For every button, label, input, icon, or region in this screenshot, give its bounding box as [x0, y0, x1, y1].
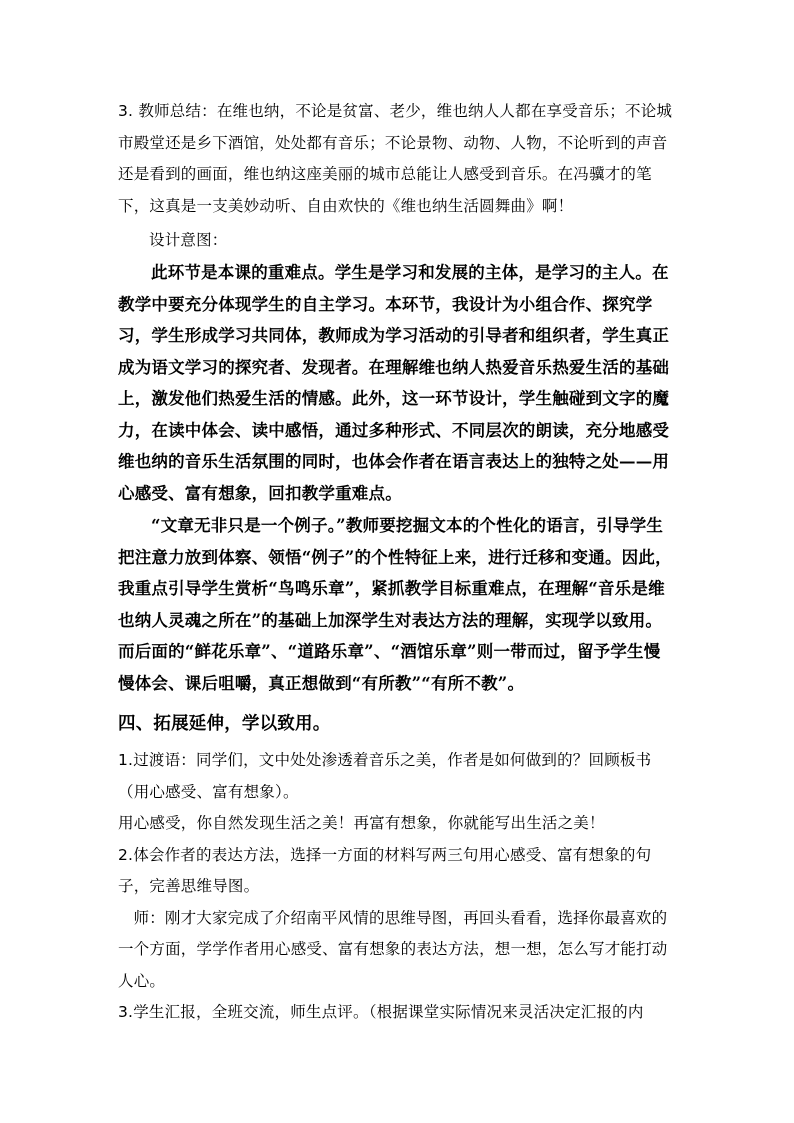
document-page [118, 96, 676, 1029]
teacher-summary-paragraph: 3. 教师总结：在维也纳，不论是贫富、老少，维也纳人人都在享受音乐；不论城市殿堂还是乡下酒馆，处处都有音乐；不论景物、动物、人物，不论听到的声音还是看到的画面，维也纳这座美丽的城市总能让人感受到音乐。在冯骥才的笔下，这真是一支美妙动听、自由欢快的《维也纳生活圆舞曲》啊！ [118, 102, 673, 215]
example-quote-paragraph: “文章无非只是一个例子。”教师要挖掘文本的个性化的语言，引导学生把注意力放到体察、领悟“例子”的个性特征上来，进行迁移和变通。因此，我重点引导学生赏析“鸟鸣乐章”，紧抓教学目标重难点，在理解“音乐是维也纳人灵魂之所在”的基础上加深学生对表达方法的理解，实现学以致用。而后面的“鲜花乐章”、“道路乐章”、“酒馆乐章”则一带而过，留予学生慢慢体会、课后咀嚼，真正想做到“有所教”“有所不教”。 [118, 516, 672, 693]
teacher-dialogue-paragraph: 师：刚才大家完成了介绍南平风情的思维导图，再回头看看，选择你最喜欢的一个方面，学学作者用心感受、富有想象的表达方法，想一想，怎么写才能打动人心。 [118, 908, 668, 990]
list-item-expression-method: 2.体会作者的表达方法，选择一方面的材料写两三句用心感受、富有想象的句子，完善思维导图。 [118, 845, 652, 895]
transition-follow-up: 用心感受，你自然发现生活之美！再富有想象，你就能写出生活之美！ [118, 814, 605, 832]
design-intent-paragraph: 此环节是本课的重难点。学生是学习和发展的主体，是学习的主人。在教学中要充分体现学生的自主学习。本环节，我设计为小组合作、探究学习，学生形成学习共同体，教师成为学习活动的引导者和组织者，学生真正成为语文学习的探究者、发现者。在理解维也纳人热爱音乐热爱生活的基础上，激发他们热爱生活的情感。此外，这一环节设计，学生触碰到文字的魔力，在读中体会、读中感悟，通过多种形式、不同层次的朗读，充分地感受维也纳的音乐生活氛围的同时，也体会作者在语言表达上的独特之处——用心感受、富有想象，回扣教学重难点。 [118, 263, 670, 503]
design-intent-title: 设计意图： [149, 231, 228, 249]
list-item-transition: 1.过渡语：同学们，文中处处渗透着音乐之美，作者是如何做到的？回顾板书（用心感受、富有想象）。 [118, 751, 652, 801]
section-four-heading: 四、拓展延伸，学以致用。 [118, 714, 331, 734]
list-item-student-report: 3.学生汇报，全班交流，师生点评。（根据课堂实际情况来灵活决定汇报的内 [118, 1003, 644, 1021]
